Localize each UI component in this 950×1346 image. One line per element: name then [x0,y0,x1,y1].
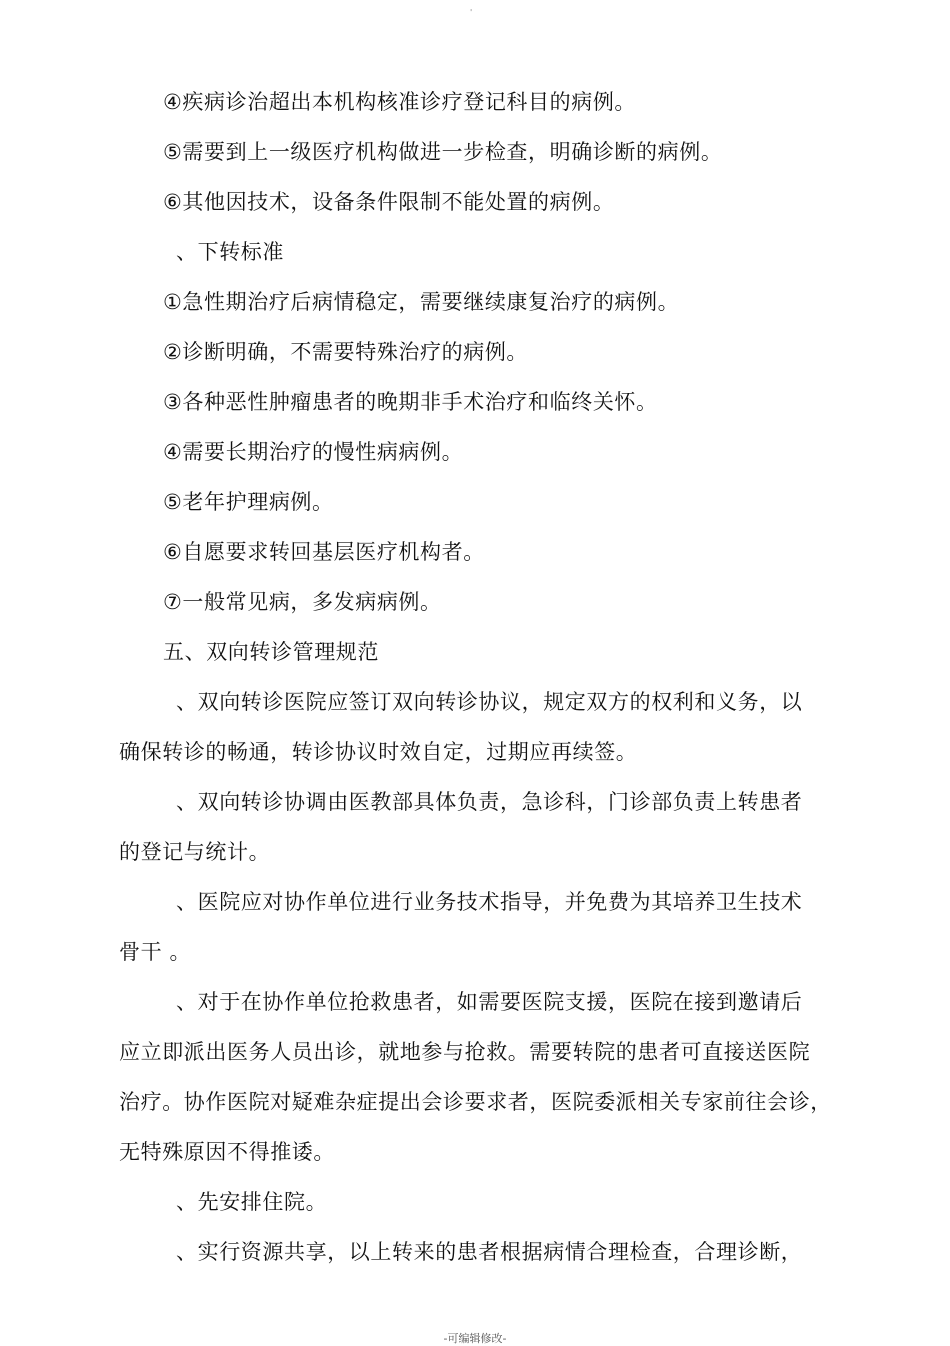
text-line: ⑥其他因技术，设备条件限制不能处置的病例。 [163,190,615,214]
text-line: ⑤需要到上一级医疗机构做进一步检查，明确诊断的病例。 [163,140,723,164]
text-line: ⑤老年护理病例。 [163,490,334,514]
paragraph-line: 骨干 。 [119,940,192,964]
page-footer: -可编辑修改- [443,1332,507,1345]
paragraph-line: 无特殊原因不得推诿。 [119,1140,335,1164]
section-heading: 、下转标准 [176,240,284,264]
paragraph-line: 、先安排住院。 [176,1190,328,1214]
text-line: ④疾病诊治超出本机构核准诊疗登记科目的病例。 [163,90,637,114]
text-line: ①急性期治疗后病情稳定，需要继续康复治疗的病例。 [163,290,680,314]
paragraph-line: 、双向转诊协调由医教部具体负责，急诊科，门诊部负责上转患者 [176,790,803,814]
paragraph-line: 、医院应对协作单位进行业务技术指导，并免费为其培养卫生技术 [176,890,803,914]
paragraph-line: 的登记与统计。 [119,840,271,864]
text-line: ④需要长期治疗的慢性病病例。 [163,440,464,464]
page-top-mark: ' [470,8,473,17]
section-heading: 五、双向转诊管理规范 [163,640,379,664]
text-line: ⑦一般常见病，多发病病例。 [163,590,442,614]
paragraph-line: 治疗。协作医院对疑难杂症提出会诊要求者，医院委派相关专家前往会诊， [119,1090,832,1114]
paragraph-line: 应立即派出医务人员出诊，就地参与抢救。需要转院的患者可直接送医院 [119,1040,811,1064]
paragraph-line: 、双向转诊医院应签订双向转诊协议，规定双方的权利和义务，以 [176,690,803,714]
text-line: ⑥自愿要求转回基层医疗机构者。 [163,540,485,564]
text-line: ②诊断明确，不需要特殊治疗的病例。 [163,340,529,364]
paragraph-line: 、实行资源共享，以上转来的患者根据病情合理检查，合理诊断， [176,1240,803,1264]
text-line: ③各种恶性肿瘤患者的晚期非手术治疗和临终关怀。 [163,390,658,414]
paragraph-line: 、对于在协作单位抢救患者，如需要医院支援，医院在接到邀请后 [176,990,803,1014]
paragraph-line: 确保转诊的畅通，转诊协议时效自定，过期应再续签。 [119,740,638,764]
